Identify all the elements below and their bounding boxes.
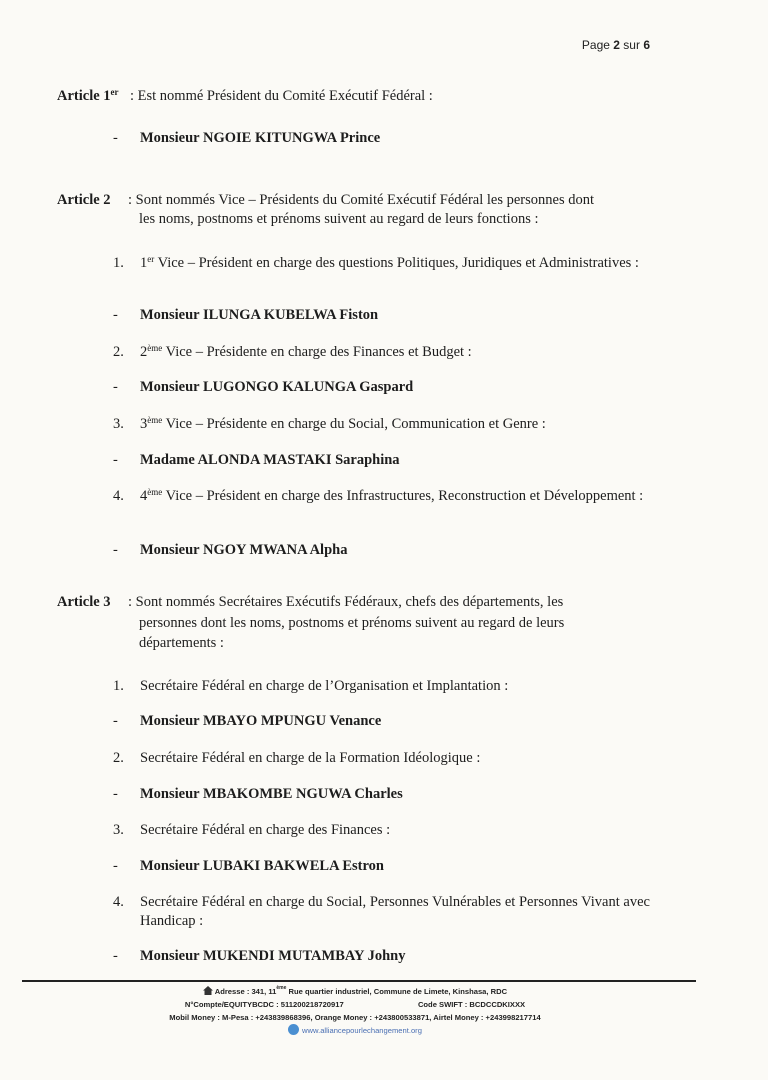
list-dash: - <box>113 452 118 468</box>
list-number: 3. <box>113 822 124 838</box>
appointee-name: Madame ALONDA MASTAKI Saraphina <box>140 452 400 468</box>
appointee-name: Monsieur MBAKOMBE NGUWA Charles <box>140 786 403 802</box>
article-2-label: Article 2 <box>57 192 111 208</box>
article-1-text: : Est nommé Président du Comité Exécutif Fédéral : <box>130 88 433 104</box>
footer-bank: N°Compte/EQUITYBCDC : 511200218720917 Code SWIFT : BCDCCDKIXXX <box>184 1000 526 1009</box>
footer-mobile-money: Mobil Money : M-Pesa : +243839868396, Orange Money : +243800533871, Airtel Money : +243998217714 <box>169 1013 541 1022</box>
list-number: 3. <box>113 416 124 432</box>
article-3-text-line1: : Sont nommés Secrétaires Exécutifs Fédéraux, chefs des départements, les <box>128 594 564 610</box>
appointee-name: Monsieur NGOY MWANA Alpha <box>140 542 348 558</box>
article-2-text-line1: : Sont nommés Vice – Présidents du Comité Exécutif Fédéral les personnes dont <box>128 192 595 208</box>
department-description: Secrétaire Fédéral en charge de la Formation Idéologique : <box>140 750 481 766</box>
appointee-name: Monsieur NGOIE KITUNGWA Prince <box>140 130 381 146</box>
function-description: 4ème Vice – Président en charge des Infrastructures, Reconstruction et Développement : <box>140 487 644 504</box>
list-number: 2. <box>113 344 124 360</box>
list-dash: - <box>113 948 118 964</box>
article-3-text-line2: personnes dont les noms, postnoms et prénoms suivent au regard de leurs <box>139 615 565 631</box>
list-number: 1. <box>113 255 124 271</box>
appointee-name: Monsieur LUGONGO KALUNGA Gaspard <box>140 379 414 395</box>
function-description: 3ème Vice – Présidente en charge du Social, Communication et Genre : <box>140 415 546 432</box>
department-description: Secrétaire Fédéral en charge des Finances : <box>140 822 391 838</box>
article-3-label: Article 3 <box>57 594 111 610</box>
article-3-text-line3: départements : <box>139 635 224 651</box>
list-dash: - <box>113 130 118 146</box>
footer-website-row <box>0 1024 710 1037</box>
globe-icon <box>288 1024 299 1035</box>
list-dash: - <box>113 542 118 558</box>
article-2-text-line2: les noms, postnoms et prénoms suivent au regard de leurs fonctions : <box>139 211 539 227</box>
appointee-name: Monsieur LUBAKI BAKWELA Estron <box>140 858 384 874</box>
department-description: Secrétaire Fédéral en charge de l’Organisation et Implantation : <box>140 678 509 694</box>
list-dash: - <box>113 713 118 729</box>
list-dash: - <box>113 786 118 802</box>
list-number: 4. <box>113 894 124 910</box>
house-icon <box>203 986 213 995</box>
department-description: Secrétaire Fédéral en charge du Social, Personnes Vulnérables et Personnes Vivant avec Handicap : <box>140 894 650 929</box>
list-number: 1. <box>113 678 124 694</box>
function-description: 2ème Vice – Présidente en charge des Finances et Budget : <box>140 343 472 360</box>
appointee-name: Monsieur MBAYO MPUNGU Venance <box>140 713 382 729</box>
list-dash: - <box>113 858 118 874</box>
page-number: Page 2 sur 6 <box>581 38 650 52</box>
appointee-name: Monsieur MUKENDI MUTAMBAY Johny <box>140 948 406 964</box>
function-description: 1er Vice – Président en charge des questions Politiques, Juridiques et Administratives : <box>140 254 639 271</box>
article-1-label: Article 1er <box>57 87 119 104</box>
list-number: 4. <box>113 488 124 504</box>
website-link[interactable]: www.alliancepourlechangement.org <box>302 1026 422 1035</box>
footer-divider <box>22 980 696 982</box>
letterhead-footer <box>0 985 710 1037</box>
appointee-name: Monsieur ILUNGA KUBELWA Fiston <box>140 307 379 323</box>
list-dash: - <box>113 307 118 323</box>
list-number: 2. <box>113 750 124 766</box>
list-dash: - <box>113 379 118 395</box>
footer-address: Adresse : 341, 11ème Rue quartier industriel, Commune de Limete, Kinshasa, RDC <box>0 985 710 998</box>
